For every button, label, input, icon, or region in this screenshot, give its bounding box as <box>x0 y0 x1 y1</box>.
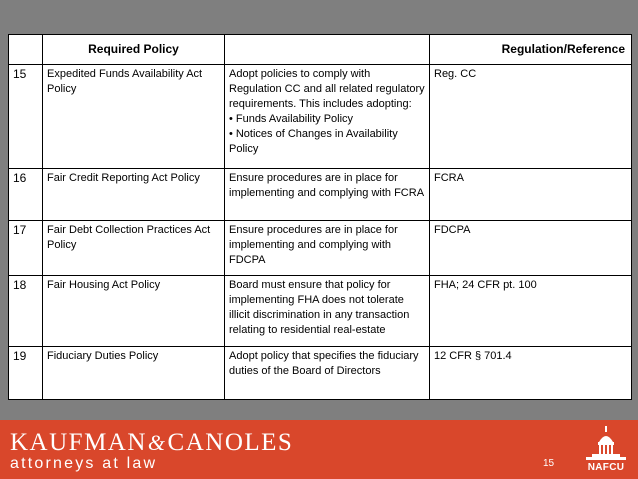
policy-table <box>8 34 632 400</box>
table-row <box>9 347 632 400</box>
row-number: 16 <box>9 169 43 221</box>
row-policy: Expedited Funds Availability Act Policy <box>43 65 225 169</box>
row-reference: Reg. CC <box>430 65 632 169</box>
header-regulation-reference: Regulation/Reference <box>430 35 632 65</box>
header-number <box>9 35 43 65</box>
row-number: 17 <box>9 221 43 276</box>
row-reference: FHA; 24 CFR pt. 100 <box>430 276 632 347</box>
row-policy: Fair Debt Collection Practices Act Policy <box>43 221 225 276</box>
row-reference: FDCPA <box>430 221 632 276</box>
brand-name-part2: CANOLES <box>167 429 294 456</box>
brand-ampersand: & <box>147 430 167 455</box>
nafcu-logo-text: NAFCU <box>587 462 625 473</box>
brand-name <box>10 430 293 456</box>
requirement-list <box>229 112 425 157</box>
row-reference: FCRA <box>430 169 632 221</box>
page-number: 15 <box>543 458 555 469</box>
header-required-policy: Required Policy <box>43 35 225 65</box>
row-action: Adopt policy that specifies the fiduciary duties of the Board of Directors <box>225 347 430 400</box>
row-number: 15 <box>9 65 43 169</box>
row-action <box>225 65 430 169</box>
row-number: 18 <box>9 276 43 347</box>
row-policy: Fiduciary Duties Policy <box>43 347 225 400</box>
row-policy: Fair Credit Reporting Act Policy <box>43 169 225 221</box>
brand-name-part1: KAUFMAN <box>10 429 147 456</box>
table-row <box>9 169 632 221</box>
table-row <box>9 65 632 169</box>
list-item: • Notices of Changes in Availability Policy <box>229 127 425 157</box>
row-action: Ensure procedures are in place for implementing and complying with FCRA <box>225 169 430 221</box>
table-row <box>9 276 632 347</box>
brand-tagline: attorneys at law <box>10 455 158 472</box>
table-header-row <box>9 35 632 65</box>
row-action: Board must ensure that policy for implementing FHA does not tolerate illicit discrimination in any transaction relating to residential real-estate <box>225 276 430 347</box>
row-action-text: Adopt policies to comply with Regulation CC and all related regulatory requirements. This includes adopting: <box>229 68 425 110</box>
list-item: • Funds Availability Policy <box>229 112 425 127</box>
row-policy: Fair Housing Act Policy <box>43 276 225 347</box>
kaufman-canoles-logo <box>10 430 293 472</box>
header-action <box>225 35 430 65</box>
table-row <box>9 221 632 276</box>
row-action: Ensure procedures are in place for implementing and complying with FDCPA <box>225 221 430 276</box>
row-reference: 12 CFR § 701.4 <box>430 347 632 400</box>
row-number: 19 <box>9 347 43 400</box>
